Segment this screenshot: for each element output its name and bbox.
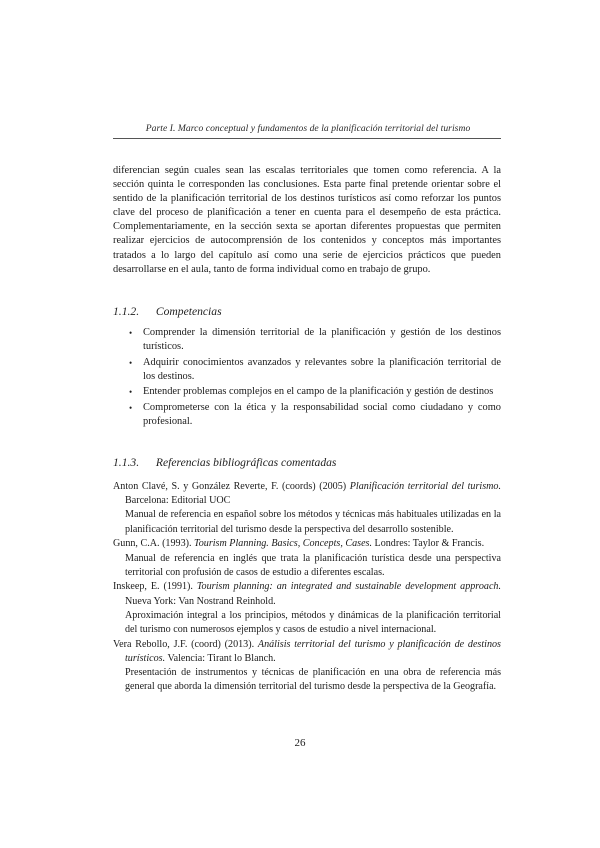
section-number: 1.1.3. bbox=[113, 456, 140, 469]
list-item bbox=[127, 326, 501, 354]
reference-citation bbox=[113, 580, 501, 608]
running-header: Parte I. Marco conceptual y fundamentos de la planificación territorial del turismo bbox=[145, 123, 471, 134]
reference-citation bbox=[113, 638, 501, 666]
reference-publisher: Valencia: Tirant lo Blanch. bbox=[167, 652, 276, 664]
reference-description: Aproximación integral a los principios, métodos y dinámicas de la planificación territorial del turismo con numerosos ejemplos y casos de estudio a nivel internacional. bbox=[125, 609, 501, 636]
bullet-icon: • bbox=[129, 357, 133, 368]
reference-authors: Inskeep, E. (1991). bbox=[113, 581, 193, 593]
page-number: 26 bbox=[294, 737, 306, 749]
reference-title: Análisis territorial del turismo y planificación de destinos turísticos. bbox=[125, 638, 501, 664]
reference-citation bbox=[113, 480, 501, 508]
section-title: Competencias bbox=[155, 305, 222, 318]
bullet-icon: • bbox=[129, 387, 133, 398]
reference-citation bbox=[113, 537, 501, 551]
reference-publisher: Barcelona: Editorial UOC bbox=[125, 495, 231, 507]
reference-list bbox=[113, 480, 501, 695]
reference-entry bbox=[113, 480, 501, 537]
reference-authors: Vera Rebollo, J.F. (coord) (2013). bbox=[113, 638, 255, 650]
list-item bbox=[127, 401, 501, 429]
reference-entry bbox=[113, 580, 501, 637]
reference-authors: Anton Clavé, S. y González Reverte, F. (coords) (2005) bbox=[113, 481, 347, 492]
reference-authors: Gunn, C.A. (1993). bbox=[113, 538, 192, 550]
reference-entry bbox=[113, 638, 501, 695]
section-heading-competencias bbox=[113, 305, 501, 318]
competencias-list bbox=[127, 326, 501, 431]
intro-paragraph: diferencian según cuales sean las escalas territoriales que tomen como referencia. A la sección quinta le corresponden las conclusiones. Esta parte final pretende orientar sobre el sentido de la planificación territorial de los destinos turísticos así como reforzar los puntos clave del proceso de planificación a tener en cuenta para el desempeño de esta práctica. Complementariamente, en la sección sexta se aportan diferentes propuestas que permiten realizar ejercicios de autocomprensión de los contenidos y conceptos más importantes tratados a lo largo del capítulo así como una serie de ejercicios prácticos que pueden desarrollarse en el aula, tanto de forma individual como en trabajo de grupo. bbox=[113, 165, 501, 275]
list-item bbox=[127, 385, 501, 399]
reference-description: Manual de referencia en español sobre los métodos y técnicas más habituales utilizadas en la planificación territorial del turismo desde la perspectiva del desarrollo sostenible. bbox=[125, 509, 501, 535]
reference-description: Manual de referencia en inglés que trata la planificación turística desde una perspectiva territorial con profusión de casos de estudio a diferentes escalas. bbox=[125, 552, 501, 578]
reference-title: Tourism planning: an integrated and sustainable development approach. bbox=[196, 581, 501, 593]
reference-title: Planificación territorial del turismo. bbox=[349, 481, 501, 492]
section-heading-referencias bbox=[113, 456, 501, 469]
section-number: 1.1.2. bbox=[113, 305, 140, 318]
list-item-text: Adquirir conocimientos avanzados y relevantes sobre la planificación territorial de los destinos. bbox=[143, 356, 501, 382]
list-item-text: Comprender la dimensión territorial de la planificación y gestión de los destinos turísticos. bbox=[143, 327, 501, 353]
list-item-text: Comprometerse con la ética y la responsabilidad social como ciudadano y como profesional. bbox=[143, 401, 501, 428]
reference-publisher: Nueva York: Van Nostrand Reinhold. bbox=[125, 595, 276, 607]
reference-description: Presentación de instrumentos y técnicas de planificación en una obra de referencia más general que aborda la dimensión territorial del turismo desde la perspectiva de la Geografía. bbox=[125, 667, 501, 693]
reference-publisher: Londres: Taylor & Francis. bbox=[374, 538, 485, 550]
section-title: Referencias bibliográficas comentadas bbox=[155, 456, 337, 469]
reference-title: Tourism Planning. Basics, Concepts, Cases. bbox=[194, 538, 373, 550]
header-rule bbox=[113, 138, 501, 139]
reference-entry bbox=[113, 537, 501, 580]
list-item-text: Entender problemas complejos en el campo de la planificación y gestión de destinos bbox=[143, 386, 494, 398]
list-item bbox=[127, 356, 501, 384]
bullet-icon: • bbox=[129, 402, 133, 413]
bullet-icon: • bbox=[129, 328, 133, 338]
